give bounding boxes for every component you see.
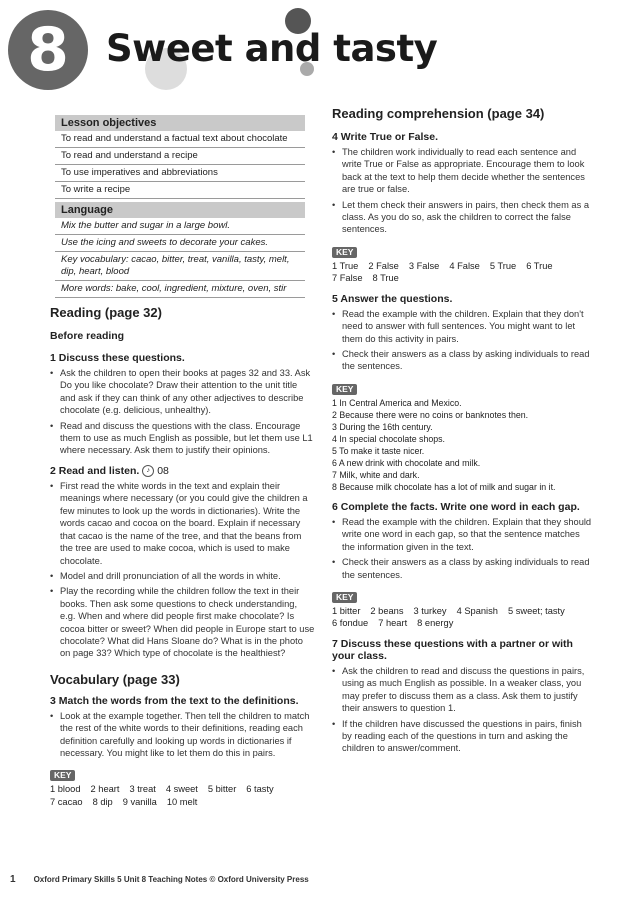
exercise-3-bullets xyxy=(50,710,315,760)
answer: 1 bitter xyxy=(332,605,361,616)
answer: 6 True xyxy=(526,260,553,271)
answer: 3 False xyxy=(408,260,440,271)
track-number: 08 xyxy=(157,464,169,477)
language-item: More words: bake, cool, ingredient, mixture, oven, stir xyxy=(55,281,305,298)
answer: 2 beans xyxy=(370,605,404,616)
unit-number-badge: 8 xyxy=(8,10,88,90)
comprehension-section xyxy=(332,106,594,755)
bullet-item: • Model and drill pronunciation of all the words in white. xyxy=(50,570,315,582)
objective-item: To write a recipe xyxy=(55,182,305,199)
answer: 4 Spanish xyxy=(456,605,498,616)
answer-key-line xyxy=(332,605,594,618)
lesson-objectives-heading: Lesson objectives xyxy=(55,115,305,131)
page-number: 1 xyxy=(10,874,16,885)
answer: 1 In Central America and Mexico. xyxy=(332,397,462,408)
bullet-item: • Read the example with the children. Explain that they should write one word in each gap, so that the sentence matches the information given in the text. xyxy=(332,516,594,553)
page-footer xyxy=(10,874,309,885)
answer: 2 Because there were no coins or banknotes then. xyxy=(332,409,529,420)
bullet-item: • Ask the children to open their books at pages 32 and 33. Ask Do you like chocolate? Draw their attention to the unit title and ask if they can think of any other adjectives to describe chocolate (e.g. delicious, unhealthy). xyxy=(50,367,315,417)
answer: 7 cacao xyxy=(50,796,83,807)
bullet-item: • Look at the example together. Then tell the children to match the rest of the white words to their definitions, reading each definition carefully and looking up words in dictionaries if necessary. You might like to let them do this in pairs. xyxy=(50,710,315,760)
key-badge: KEY xyxy=(332,247,357,258)
answer: 4 sweet xyxy=(165,784,198,795)
audio-cd-icon: ♪ xyxy=(142,465,154,477)
footer-text: Oxford Primary Skills 5 Unit 8 Teaching Notes © Oxford University Press xyxy=(33,875,309,884)
bullet-item: • Check their answers as a class by asking individuals to read the sentences. xyxy=(332,348,594,373)
answer-key-line xyxy=(332,260,594,273)
answer: 10 melt xyxy=(166,796,198,807)
page-title: Sweet and tasty xyxy=(106,27,438,70)
bullet-item: • Check their answers as a class by asking individuals to read the sentences. xyxy=(332,556,594,581)
exercise-7-title: 7 Discuss these questions with a partner or with your class. xyxy=(332,637,573,662)
comprehension-heading: Reading comprehension (page 34) xyxy=(332,106,545,121)
answer: 3 treat xyxy=(129,784,156,795)
answer: 5 bitter xyxy=(207,784,237,795)
before-reading-label: Before reading xyxy=(50,330,125,342)
key-badge: KEY xyxy=(332,384,357,395)
bullet-item: • Read the example with the children. Explain that they don't need to answer with full sentences. You might want to let them do this activity in pairs. xyxy=(332,308,594,345)
exercise-1-bullets xyxy=(50,367,315,457)
answer: 8 True xyxy=(372,273,399,284)
answer: 7 Milk, white and dark. xyxy=(332,469,420,480)
answer: 6 A new drink with chocolate and milk. xyxy=(332,457,481,468)
language-item: Key vocabulary: cacao, bitter, treat, vanilla, tasty, melt, dip, heart, blood xyxy=(55,252,305,281)
objective-item: To read and understand a factual text about chocolate xyxy=(55,131,305,148)
language-box xyxy=(55,202,305,298)
vocabulary-heading: Vocabulary (page 33) xyxy=(50,671,180,687)
answer: 9 vanilla xyxy=(122,796,157,807)
exercise-4-title: 4 Write True or False. xyxy=(332,131,439,143)
bullet-item: • Read and discuss the questions with the class. Encourage them to use as much English as possible, but let them use L1 where necessary. Ask them to justify their opinions. xyxy=(50,420,315,457)
objective-item: To use imperatives and abbreviations xyxy=(55,165,305,182)
reading-section xyxy=(50,305,315,808)
answer: 8 energy xyxy=(417,618,454,629)
exercise-5-bullets xyxy=(332,308,594,373)
exercise-4-bullets xyxy=(332,146,594,236)
answer: 1 blood xyxy=(50,784,81,795)
exercise-2-title-text: 2 Read and listen. xyxy=(50,464,140,477)
answer: 3 During the 16th century. xyxy=(332,421,433,432)
bullet-item: • Ask the children to read and discuss the questions in pairs, using as much English as possible. In a weaker class, you may prefer to discuss them as a class. Ask them to justify their answers to question 1. xyxy=(332,665,594,715)
answer: 8 dip xyxy=(92,796,113,807)
bullet-item: • Play the recording while the children follow the text in their books. Then ask some questions to check understanding, e.g. When and where did people first make chocolate? Is cocoa bitter or sweet? When did people in Europe start to use chocolate? What did Hans Sloane do? What is in the photo on page 33? Which type of chocolate is the healthiest? xyxy=(50,585,315,659)
answer: 4 False xyxy=(449,260,480,271)
key-badge: KEY xyxy=(332,592,357,603)
objective-item: To read and understand a recipe xyxy=(55,148,305,165)
exercise-1-title: 1 Discuss these questions. xyxy=(50,352,185,364)
bullet-item: • If the children have discussed the questions in pairs, finish by reading each of the questions in turn and asking the children to answer/comment. xyxy=(332,718,594,755)
answer: 3 turkey xyxy=(413,605,447,616)
answer: 8 Because milk chocolate has a lot of milk and sugar in it. xyxy=(332,481,556,492)
answer: 5 sweet; tasty xyxy=(507,605,565,616)
lesson-objectives-box xyxy=(55,115,305,199)
answer: 4 In special chocolate shops. xyxy=(332,433,445,444)
language-item: Mix the butter and sugar in a large bowl. xyxy=(55,218,305,235)
answer: 1 True xyxy=(332,260,359,271)
answer-key-list xyxy=(332,397,594,493)
answer-key-line xyxy=(332,272,594,285)
answer: 6 tasty xyxy=(246,784,274,795)
language-heading: Language xyxy=(55,202,305,218)
answer-key-line xyxy=(332,617,594,630)
answer: 5 To make it taste nicer. xyxy=(332,445,425,456)
exercise-5-title: 5 Answer the questions. xyxy=(332,292,453,305)
answer: 7 False xyxy=(332,273,363,284)
exercise-2-title xyxy=(50,465,315,477)
exercise-6-bullets xyxy=(332,516,594,581)
exercise-7-bullets xyxy=(332,665,594,755)
reading-heading: Reading (page 32) xyxy=(50,305,162,320)
answer-key-line xyxy=(50,796,315,809)
answer: 2 heart xyxy=(90,784,120,795)
exercise-6-title: 6 Complete the facts. Write one word in each gap. xyxy=(332,500,580,513)
key-badge: KEY xyxy=(50,770,75,781)
answer: 5 True xyxy=(489,260,517,271)
exercise-3-title: 3 Match the words from the text to the definitions. xyxy=(50,694,299,707)
bullet-item: • First read the white words in the text and explain their meanings where necessary (or you could give the children a few minutes to look up the words in dictionaries). Write the words cacao and cocoa on the board. Explain if necessary that cacao is the name of the tree, and that the beans from the tree are used to make cocoa, which is used to make chocolate. xyxy=(50,480,315,567)
answer-key-line xyxy=(50,783,315,796)
bullet-item: • Let them check their answers in pairs, then check them as a class. As you do so, ask the children to correct the false sentences. xyxy=(332,199,594,236)
bullet-item: • The children work individually to read each sentence and write True or False as appropriate. Encourage them to look back at the text to help them decide whether the sentences are true or false. xyxy=(332,146,594,196)
answer: 6 fondue xyxy=(332,618,369,629)
exercise-2-bullets xyxy=(50,480,315,660)
answer: 2 False xyxy=(368,260,399,271)
language-item: Use the icing and sweets to decorate your cakes. xyxy=(55,235,305,252)
answer: 7 heart xyxy=(378,618,408,629)
